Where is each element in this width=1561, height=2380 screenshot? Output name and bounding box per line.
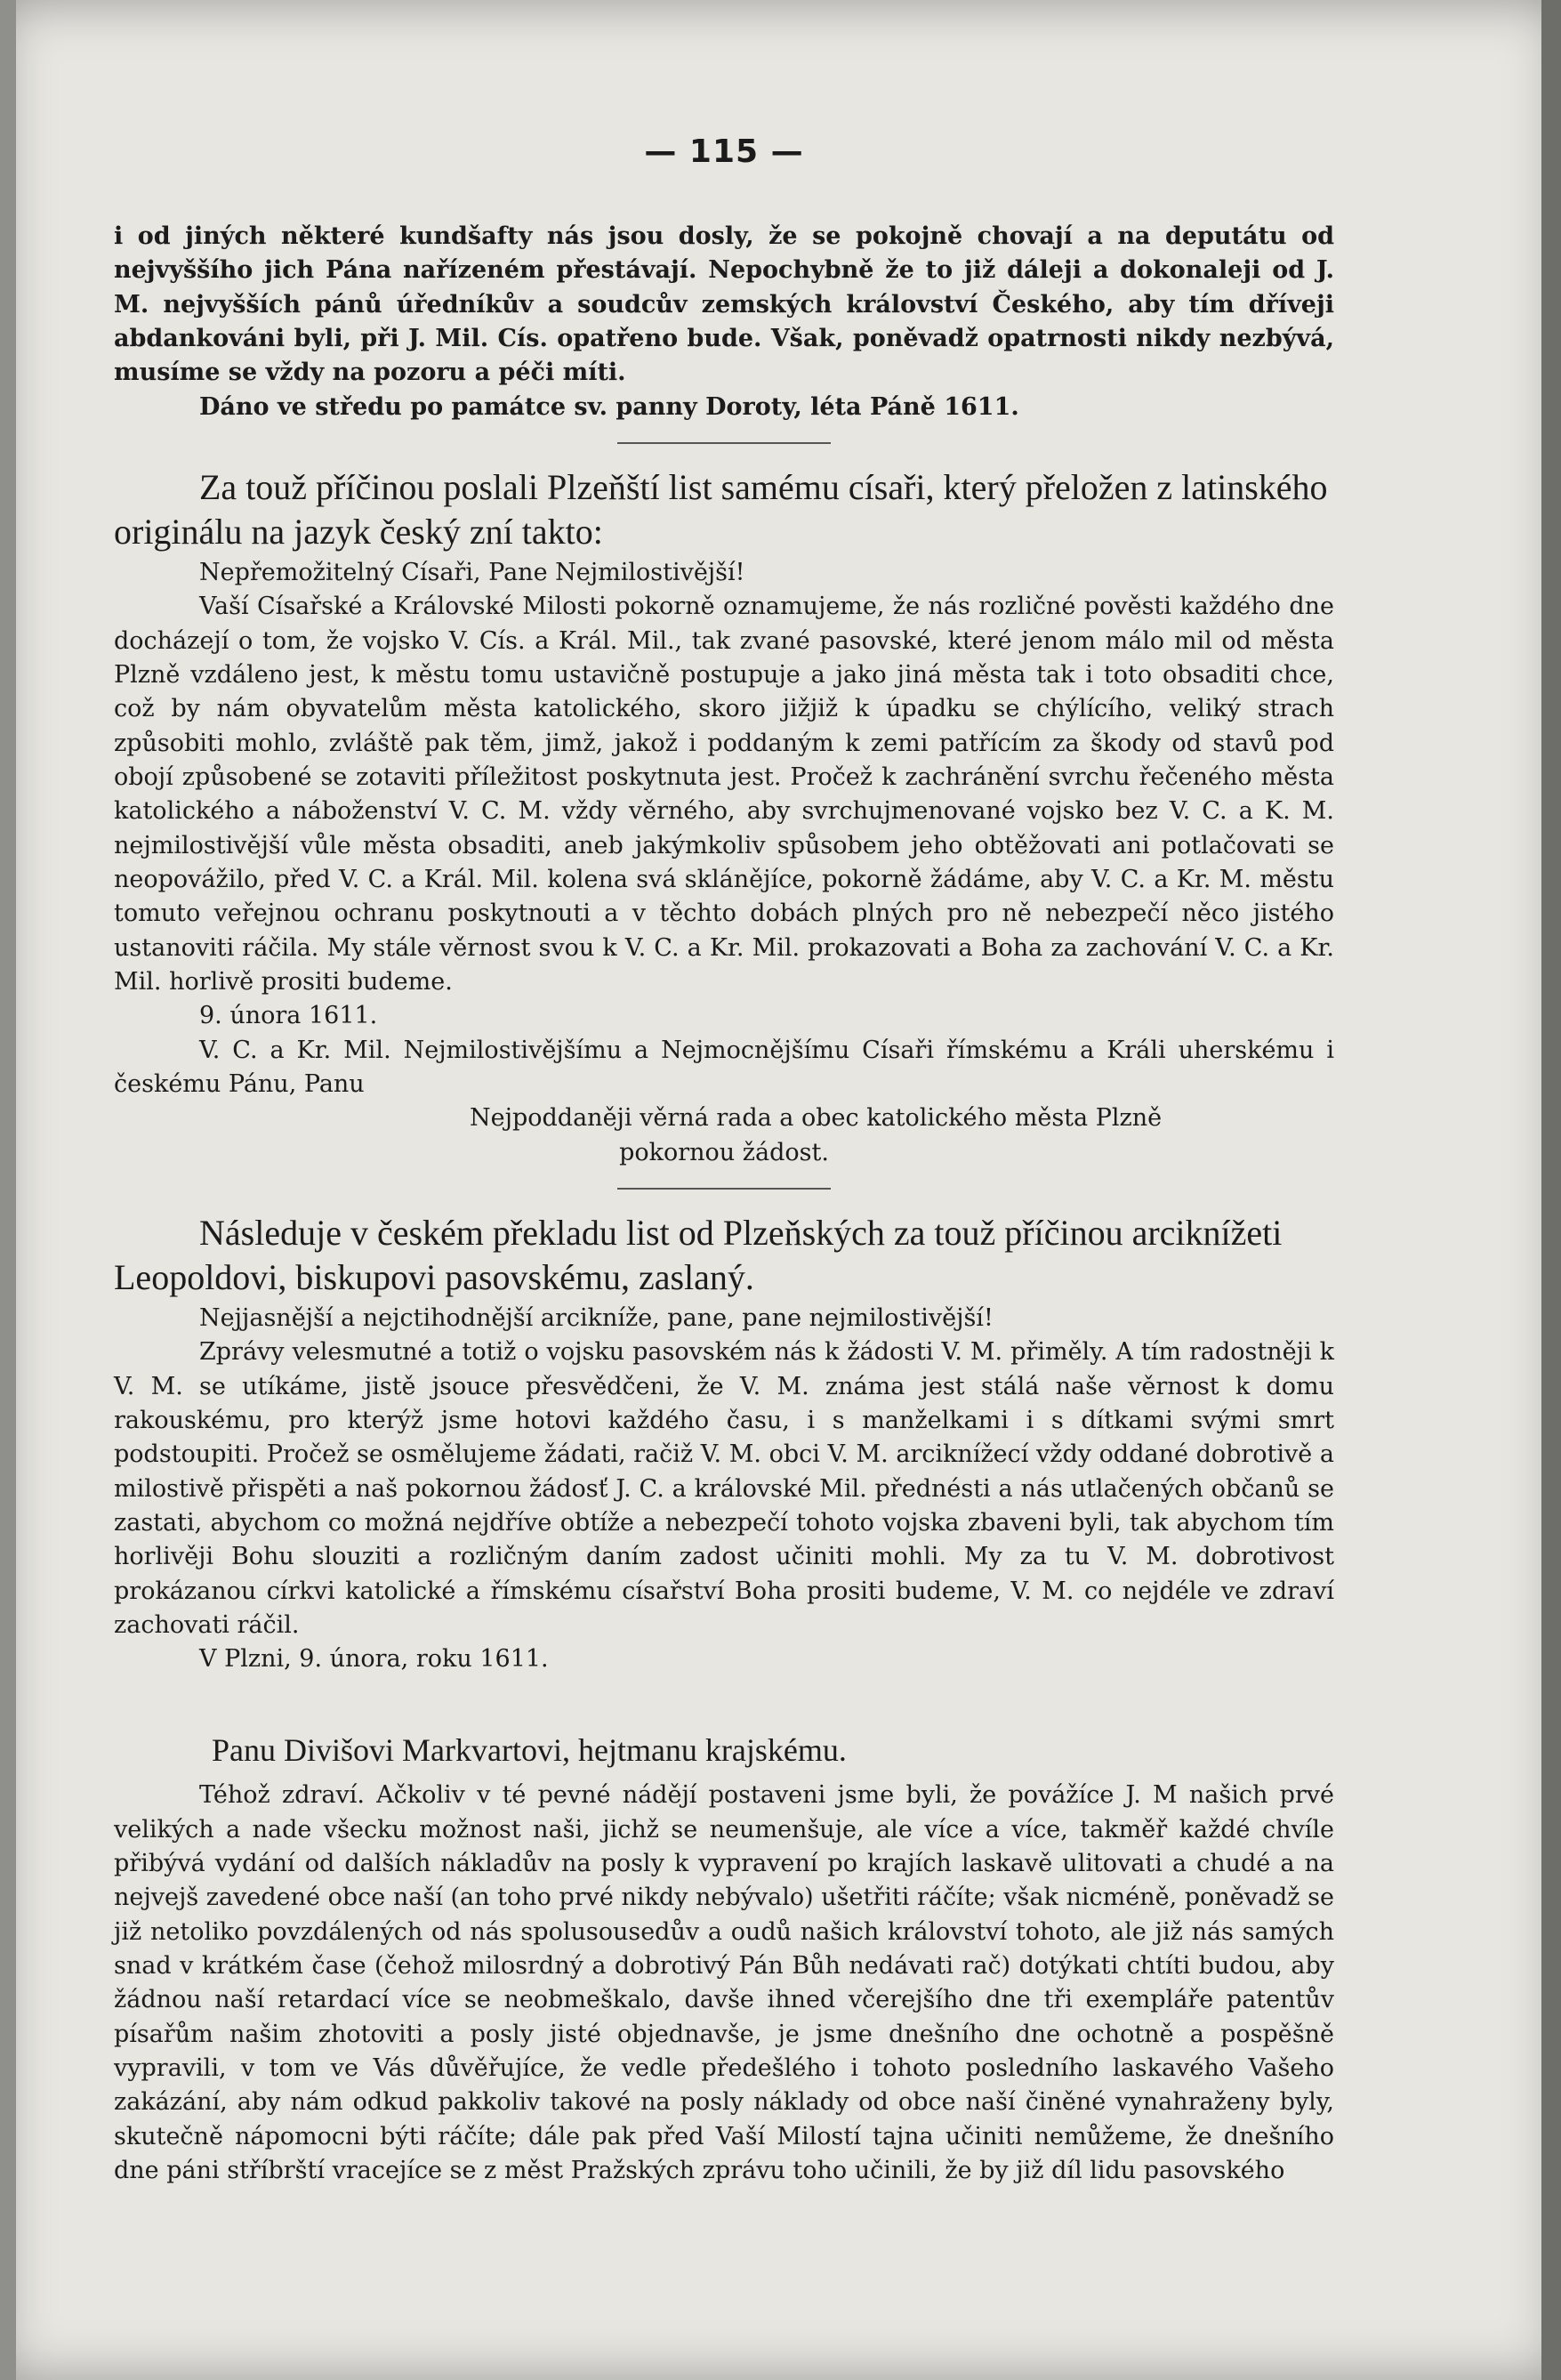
section2-date: V Plzni, 9. února, roku 1611. <box>199 1645 549 1674</box>
section1-signature-closing: pokornou žádost. <box>619 1138 829 1166</box>
section-divider <box>617 442 831 444</box>
section2-salutation: Nejjasnější a nejctihodnější arcikníže, pane, pane nejmilostivější! <box>199 1303 994 1332</box>
section3-heading: Panu Divišovi Markvartovi, hejtmanu krajskému. <box>212 1732 847 1769</box>
section-divider <box>617 1188 831 1190</box>
section1-signature: Nejpoddaněji věrná rada a obec katolického města Plzně <box>470 1104 1163 1133</box>
page-edge-right <box>1541 0 1561 2380</box>
section1-date: 9. února 1611. <box>199 1002 378 1030</box>
page-edge-left <box>0 0 16 2380</box>
page-content <box>114 133 1334 2188</box>
section2-body: Zprávy velesmutné a totiž o vojsku pasovském nás k žádosti V. M. přiměly. A tím radostněji k V. M. se utíkáme, jistě jsouce přesvědčeni, že V. M. známa jest stálá naše věrnost k domu rakouskému, pro kterýž jsme hotovi každého času, i s manželkami i s dítkami svými smrt podstoupiti. Pročež se osmělujeme žádati, račiž V. M. obci V. M. arciknížecí vždy oddané dobrotivě a milostivě přispěti a naš pokornou žádosť J. C. a královské Mil. přednésti a nás utlačených občanů se zastati, abychom co možná nejdříve obtíže a nebezpečí tohoto vojska zbaveni byli, tak abychom tím horlivěji Bohu slouziti a rozličným daním zadost učiniti mohli. My za tu V. M. dobrotivost prokázanou církvi katolické a římskému císařství Boha prositi budeme, V. M. co nejdéle ve zdraví zachovati ráčil. <box>114 1338 1334 1639</box>
section1-heading: Za touž příčinou poslali Plzeňští list samému císaři, který přeložen z latinského originálu na jazyk český zní takto: <box>114 466 1328 552</box>
section1-address: V. C. a Kr. Mil. Nejmilostivějšímu a Nejmocnějšímu Císaři římskému a Králi uherskému i českému Pánu, Panu <box>114 1036 1334 1098</box>
page-number: — 115 — <box>644 133 804 170</box>
spacer <box>114 1676 1334 1730</box>
intro-date: Dáno ve středu po památce sv. panny Doroty, léta Páně 1611. <box>199 392 1019 421</box>
section2-heading: Následuje v českém překladu list od Plzeňských za touž příčinou arciknížeti Leopoldovi, biskupovi pasovskému, zaslaný. <box>114 1212 1283 1297</box>
section1-salutation: Nepřemožitelný Císaři, Pane Nejmilostivější! <box>199 558 745 586</box>
section1-body: Vaší Císařské a Královské Milosti pokorně oznamujeme, že nás rozličné pověsti každého dne docházejí o tom, že vojsko V. Cís. a Král. Mil., tak zvané pasovské, které jenom málo mil od města Plzně vzdáleno jest, k městu tomu ustavičně postupuje a jako jiná města tak i toto obsaditi chce, což by nám obyvatelům města katolického, skoro jižjiž k úpadku se chýlícího, veliký strach způsobiti mohlo, zvláště pak těm, jimž, jakož i poddaným k zemi patřícím za škody od stavů pod obojí způsobené se zotaviti příležitost poskytnuta jest. Pročež k zachránění svrchu řečeného města katolického a náboženství V. C. M. vždy věrného, aby svrchujmenované vojsko bez V. C. a K. M. nejmilostivější vůle města obsaditi, aneb jakýmkoliv spůsobem jeho obtěžovati ani potlačovati se neopovážilo, před V. C. a Král. Mil. kolena svá sklánějíce, pokorně žádáme, aby V. C. a Kr. M. městu tomuto veřejnou ochranu poskytnouti a v těchto dobách plných pro ně nebezpečí něco jistého ustanoviti ráčila. My stále věrnost svou k V. C. a Kr. Mil. prokazovati a Boha za zachování V. C. a Kr. Mil. horlivě prositi budeme. <box>114 593 1334 996</box>
section3-body: Téhož zdraví. Ačkoliv v té pevné nádějí postaveni jsme byli, že povážíce J. M našich prvé velikých a nade všecku možnost naši, jichž se neumenšuje, ale více a více, takměř každé chvíle přibývá vydání od dalších nákladův na posly k vypravení po krajích laskavě ulitovati a chudé a na nejvejš zavedené obce naší (an toho prvé nikdy nebývalo) ušetřiti ráčíte; však nicméně, poněvadž se již netoliko povzdálených od nás spolusousedův a oudů našich království tohoto, ale již nás samých snad v krátkém čase (čehož milosrdný a dobrotivý Pán Bůh nedávati rač) dotýkati chtíti budou, aby žádnou naší retardací více se neobmeškalo, davše ihned včerejšího dne tři exempláře patentův písařům našim zhotoviti a posly jisté objednavše, je jsme dnešního dne ochotně a pospěšně vypravili, v tom ve Vás důvěřujíce, že vedle předešlého i tohoto posledního laskavého Vašeho zakázání, aby nám odkud pakkoliv takové na posly náklady od obce naší činěné vynahraženy byly, skutečně nápomocni býti ráčíte; dále pak před Vaší Milostí tajna učiniti nemůžeme, že dnešního dne páni stříbrští vracejíce se z měst Pražských zprávu toho učinili, že by již díl lidu pasovského <box>114 1781 1334 2184</box>
intro-paragraph: i od jiných některé kundšafty nás jsou dosly, že se pokojně chovají a na deputátu od nejvyššího jich Pána nařízeném přestávají. Nepochybně že to již dáleji a dokonaleji od J. M. nejvyšších pánů úředníkův a soudcův zemských království Českého, aby tím dříveji abdankováni byli, při J. Mil. Cís. opatřeno bude. Však, poněvadž opatrnosti nikdy nezbývá, musíme se vždy na pozoru a péči míti. <box>114 222 1334 387</box>
